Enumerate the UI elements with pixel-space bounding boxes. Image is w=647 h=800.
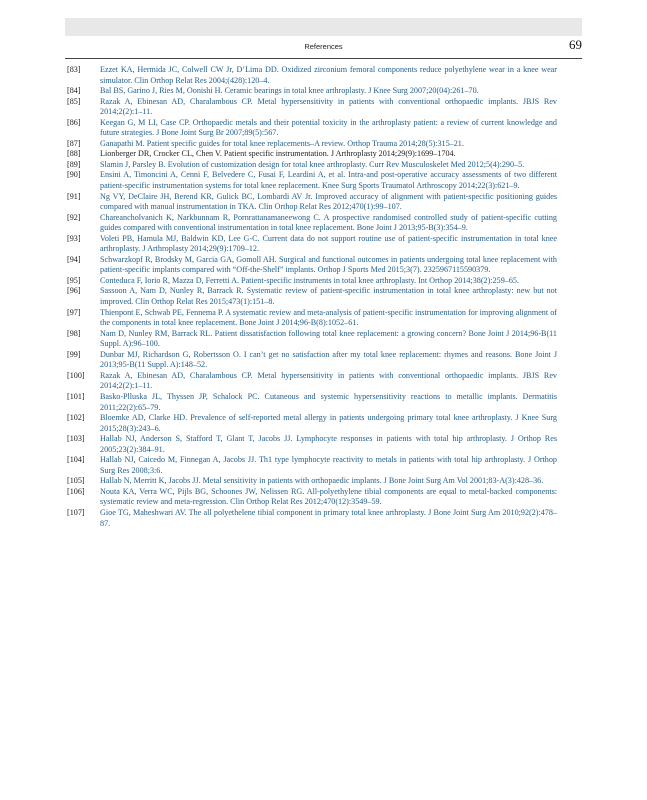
- reference-number: [86]: [67, 117, 81, 127]
- reference-item[interactable]: [65, 213, 557, 234]
- reference-number: [104]: [67, 455, 85, 465]
- reference-link[interactable]: Bal BS, Garino J, Ries M, Oonishi H. Ceramic bearings in total knee arthroplasty. J Knee Surg 2007;20(04):261–70.: [100, 86, 479, 96]
- reference-link[interactable]: Nouta KA, Verra WC, Pijls BG, Schoones JW, Nelissen RG. All-polyethylene tibial components are equal to metal-backed components: systematic review and meta-regression. Clin Orthop Relat Res 2012;470(12):3549–59.: [100, 486, 557, 507]
- reference-link[interactable]: Ensini A, Timoncini A, Cenni F, Belvedere C, Fusai F, Leardini A, et al. Intra-and post-operative accuracy assessments of two different patient-specific instrumentation systems for total knee replacement. Knee Surg Sports Traumatol Arthroscopy 2014;22(3):621–9.: [100, 170, 557, 191]
- reference-item[interactable]: [65, 508, 557, 529]
- reference-item[interactable]: [65, 86, 557, 97]
- reference-item[interactable]: [65, 255, 557, 276]
- reference-number: [91]: [67, 191, 81, 201]
- reference-link[interactable]: Hallab NJ, Anderson S, Stafford T, Glant T, Jacobs JJ. Lymphocyte responses in patients with total hip arthroplasty. J Orthop Res 2005;23(2):384–91.: [100, 434, 557, 454]
- reference-number: [96]: [67, 286, 81, 296]
- header-divider: [65, 58, 582, 59]
- reference-link[interactable]: Ng VY, DeClaire JH, Berend KR, Gulick BC, Lombardi AV Jr. Improved accuracy of alignment with patient-specific positioning guides compared with manual instrumentation in TKA. Clin Orthop Relat Res 2012;470(1):99–107.: [100, 191, 557, 212]
- reference-link[interactable]: Dunbar MJ, Richardson G, Robertsson O. I can’t get no satisfaction after my total knee replacement: rhymes and reasons. Bone Joint J 2013;95-B(11 Suppl. A):148–52.: [100, 349, 557, 370]
- running-title: References: [304, 42, 343, 51]
- reference-number: [101]: [67, 391, 85, 401]
- header-band: [65, 18, 582, 36]
- reference-item[interactable]: [65, 413, 557, 434]
- reference-link[interactable]: Gioe TG, Maheshwari AV. The all polyethelene tibial component in primary total knee arthroplasty. J Bone Joint Surg Am 2010;92(2):478–87.: [100, 507, 557, 528]
- reference-link[interactable]: Basko-Plluska JL, Thyssen JP, Schalock PC. Cutaneous and systemic hypersensitivity reactions to metallic implants. Dermatitis 2011;22(2):65–79.: [100, 391, 557, 412]
- reference-item[interactable]: [65, 329, 557, 350]
- reference-link[interactable]: Keegan G, M LI, Case CP. Orthopaedic metals and their potential toxicity in the arthroplasty patient: a review of current knowledge and future strategies. J Bone Joint Surg Br 2007;89(5):567.: [100, 117, 557, 138]
- reference-number: [85]: [67, 96, 81, 106]
- reference-number: [88]: [67, 149, 81, 159]
- reference-number: [102]: [67, 413, 85, 423]
- running-header: [65, 36, 582, 56]
- reference-item[interactable]: [65, 139, 557, 150]
- reference-number: [99]: [67, 349, 81, 359]
- reference-link[interactable]: Bloemke AD, Clarke HD. Prevalence of self-reported metal allergy in patients undergoing primary total knee arthroplasty. J Knee Surg 2015;28(3):243–6.: [100, 413, 557, 433]
- reference-number: [103]: [67, 434, 85, 444]
- reference-link[interactable]: Thienpont E, Schwab PE, Fennema P. A systematic review and meta-analysis of patient-specific instrumentation for improving alignment of the components in total knee replacement. Bone Joint J 2014;96-B(8):1052–61.: [100, 307, 557, 328]
- reference-item[interactable]: [65, 286, 557, 307]
- reference-number: [89]: [67, 159, 81, 169]
- reference-link[interactable]: Schwarzkopf R, Brodsky M, Garcia GA, Gomoll AH. Surgical and functional outcomes in patients undergoing total knee replacement with patient-specific implants compared with “Off-the-Shelf” implants. Orthop J Sports Med 2015;3(7). 2325967115590379.: [100, 254, 557, 275]
- reference-link[interactable]: Razak A, Ebinesan AD, Charalambous CP. Metal hypersensitivity in patients with conventional orthopaedic implants. JBJS Rev 2014;2(2):1–11.: [100, 96, 557, 117]
- reference-link[interactable]: Conteduca F, Iorio R, Mazza D, Ferretti A. Patient-specific instruments in total knee arthroplasty. Int Orthop 2014;38(2):259–65.: [100, 275, 519, 285]
- reference-number: [87]: [67, 138, 81, 148]
- reference-item[interactable]: [65, 65, 557, 86]
- reference-number: [105]: [67, 476, 85, 486]
- reference-link[interactable]: Hallab N, Merritt K, Jacobs JJ. Metal sensitivity in patients with orthopaedic implants. J Bone Joint Surg Am Vol 2001;83-A(3):428–36.: [100, 476, 544, 486]
- page-number: 69: [569, 37, 582, 52]
- reference-number: [100]: [67, 370, 85, 380]
- reference-item[interactable]: [65, 192, 557, 213]
- reference-text: Lionberger DR, Crocker CL, Chen V. Patient specific instrumentation. J Arthroplasty 2014;29(9):1699–1704.: [100, 149, 456, 159]
- reference-number: [84]: [67, 86, 81, 96]
- reference-item[interactable]: [65, 434, 557, 455]
- reference-number: [95]: [67, 275, 81, 285]
- reference-number: [93]: [67, 233, 81, 243]
- reference-number: [98]: [67, 328, 81, 338]
- reference-item[interactable]: [65, 276, 557, 287]
- reference-number: [83]: [67, 65, 81, 74]
- reference-number: [106]: [67, 486, 85, 496]
- reference-link[interactable]: Chareancholvanich K, Narkbunnam R, Pornrattanamaneewong C. A prospective randomised controlled study of patient-specific cutting guides compared with conventional instrumentation in total knee replacement. Bone Joint J 2013;95-B(3):354–9.: [100, 212, 557, 233]
- reference-link[interactable]: Voleti PB, Hamula MJ, Baldwin KD, Lee G-C. Current data do not support routine use of patient-specific instrumentation in total knee arthroplasty. J Arthroplasty 2014;29(9):1709–12.: [100, 233, 557, 254]
- reference-link[interactable]: Ganapathi M. Patient specific guides for total knee replacements–A review. Orthop Trauma 2014;28(5):315–21.: [100, 138, 464, 148]
- reference-number: [97]: [67, 307, 81, 317]
- reference-item[interactable]: [65, 160, 557, 171]
- reference-item[interactable]: [65, 392, 557, 413]
- reference-item[interactable]: [65, 308, 557, 329]
- reference-number: [94]: [67, 254, 81, 264]
- reference-number: [90]: [67, 170, 81, 180]
- reference-link[interactable]: Razak A, Ebinesan AD, Charalambous CP. Metal hypersensitivity in patients with conventional orthopaedic implants. JBJS Rev 2014;2(2):1–11.: [100, 370, 557, 391]
- reference-number: [92]: [67, 212, 81, 222]
- reference-item[interactable]: [65, 455, 557, 476]
- reference-item[interactable]: [65, 487, 557, 508]
- reference-link[interactable]: Slamin J, Parsley B. Evolution of customization design for total knee arthroplasty. Curr Rev Musculoskelet Med 2012;5(4):290–5.: [100, 159, 525, 169]
- reference-link[interactable]: Hallab NJ, Caicedo M, Finnegan A, Jacobs JJ. Th1 type lymphocyte reactivity to metals in patients with total hip arthroplasty. J Orthop Surg Res 2008;3:6.: [100, 455, 557, 475]
- reference-item[interactable]: [65, 234, 557, 255]
- reference-link[interactable]: Sassoon A, Nam D, Nunley R, Barrack R. Systematic review of patient-specific instrumentation in total knee arthroplasty: new but not improved. Clin Orthop Relat Res 2015;473(1):151–8.: [100, 286, 557, 307]
- reference-item[interactable]: [65, 371, 557, 392]
- reference-item[interactable]: [65, 170, 557, 191]
- reference-item[interactable]: [65, 350, 557, 371]
- reference-item: [65, 149, 557, 160]
- reference-item[interactable]: [65, 476, 557, 487]
- reference-link[interactable]: Ezzet KA, Hermida JC, Colwell CW Jr, D’Lima DD. Oxidized zirconium femoral components reduce polyethylene wear in a knee wear simulator. Clin Orthop Relat Res 2004;(428):120–4.: [100, 65, 557, 85]
- reference-number: [107]: [67, 507, 85, 517]
- reference-item[interactable]: [65, 118, 557, 139]
- reference-list: [65, 65, 557, 529]
- reference-item[interactable]: [65, 97, 557, 118]
- reference-link[interactable]: Nam D, Nunley RM, Barrack RL. Patient dissatisfaction following total knee replacement: a growing concern? Bone Joint J 2014;96-B(11 Suppl. A):96–100.: [100, 328, 557, 349]
